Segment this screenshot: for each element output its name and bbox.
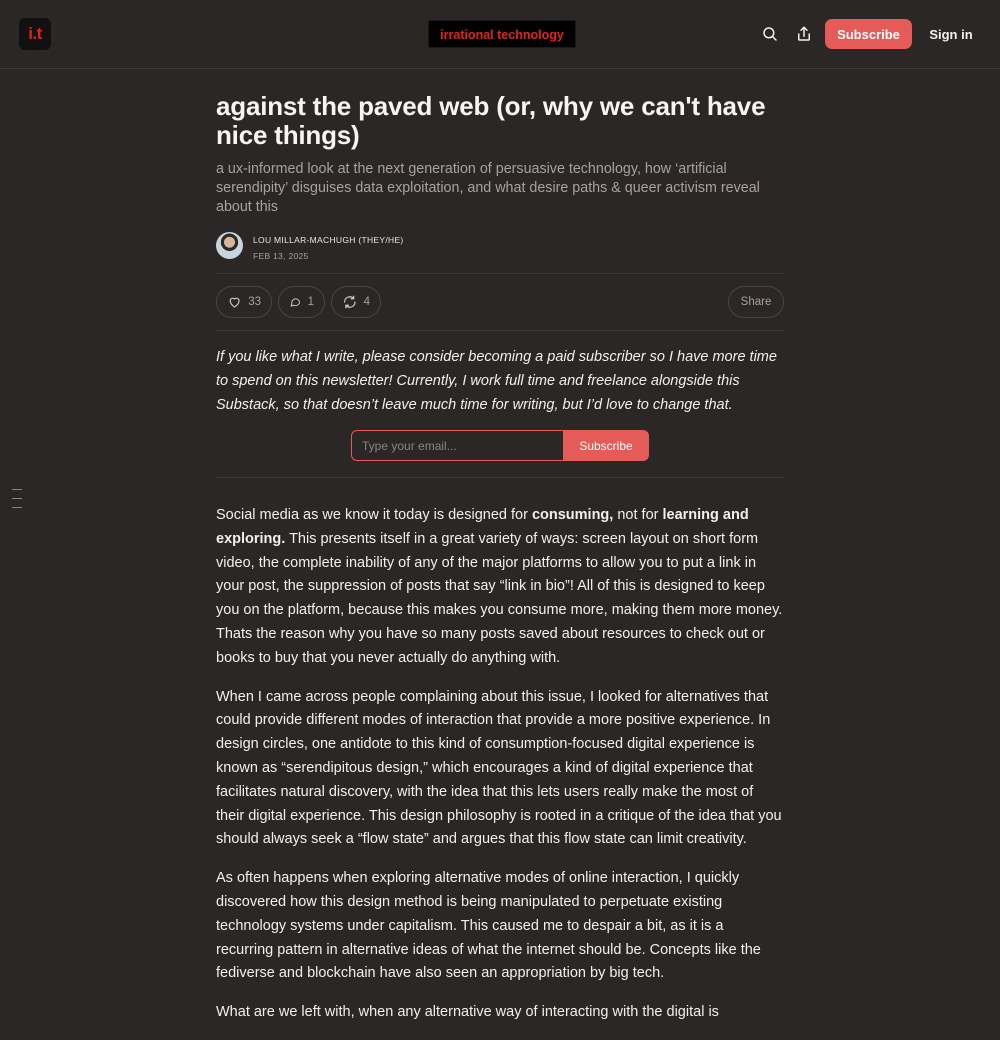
share-icon (795, 25, 813, 43)
bold-text: learning and exploring. (216, 507, 749, 547)
restack-icon (342, 294, 358, 310)
divider (216, 477, 784, 478)
table-of-contents-toggle[interactable] (12, 489, 22, 516)
body-text-span: Social media as we know it today is designed for (216, 507, 532, 523)
body-text-span: This presents itself in a great variety of ways: screen layout on short form video, the complete inability of any of the major platforms to allow you to put a link in your post, the suppression of posts that say “link in bio”! All of this is designed to keep you on the platform, because this makes you consume more, making them more money. Thats the reason why you have so many posts saved about resources to check out or books to buy that you never actually do anything with. (216, 530, 783, 666)
email-input[interactable] (351, 430, 563, 461)
share-label: Share (740, 296, 772, 308)
body-paragraph: What are we left with, when any alternative way of interacting with the digital is (216, 1004, 719, 1021)
share-page-button[interactable] (794, 24, 814, 44)
email-signup-form (216, 420, 784, 477)
like-count: 33 (248, 296, 261, 308)
toc-line (12, 507, 22, 508)
author-avatar[interactable] (216, 232, 243, 259)
author-name[interactable]: LOU MILLAR-MACHUGH (THEY/HE) (253, 235, 404, 245)
sign-in-button[interactable]: Sign in (922, 19, 980, 49)
like-button[interactable] (216, 286, 272, 318)
body-paragraph: When I came across people complaining about this issue, I looked for alternatives that could provide different modes of interaction that provide a more positive experience. In design circles, one antidote to this kind of consumption-focused digital experience is known as “serendipitous design,” which encourages a kind of digital experience that facilitates natural discovery, with the idea that this lets users really make the most of their digital experience. This design philosophy is rooted in a critique of the idea that you should always seek a “flow state” and argues that this flow state can limit creativity. (216, 688, 782, 848)
search-icon (761, 25, 779, 43)
byline (216, 232, 784, 262)
post-article (216, 92, 784, 1040)
subscribe-button[interactable]: Subscribe (825, 19, 912, 49)
toc-line (12, 498, 22, 499)
search-button[interactable] (760, 24, 780, 44)
comment-button[interactable] (278, 286, 325, 318)
post-date: FEB 13, 2025 (253, 251, 309, 261)
toc-line (12, 489, 22, 490)
share-button[interactable] (728, 286, 784, 318)
post-title: against the paved web (or, why we can't have nice things) (216, 91, 766, 150)
comment-icon (289, 294, 302, 310)
post-actions (216, 274, 784, 330)
post-body (216, 504, 784, 1025)
heart-icon (227, 294, 242, 310)
publication-wordmark[interactable]: irrational technology (428, 20, 576, 48)
comment-count: 1 (307, 296, 314, 308)
subscription-note: If you like what I write, please consider becoming a paid subscriber so I have more time to spend on this newsletter! Currently, I work full time and freelance alongside this Substack, so that doesn’t leave much time for writing, but I’d love to change that. (216, 349, 777, 413)
post-subtitle: a ux-informed look at the next generation of persuasive technology, how ‘artificial serendipity’ disguises data exploitation, and what desire paths & queer activism reveal about this (216, 161, 760, 215)
top-navigation-bar (0, 0, 1000, 69)
email-subscribe-button[interactable]: Subscribe (563, 430, 649, 461)
bold-text: consuming, (531, 507, 614, 523)
body-paragraph: As often happens when exploring alternative modes of online interaction, I quickly discovered how this design method is being manipulated to perpetuate existing technology systems under capitalism. This caused me to despair a bit, as it is a recurring pattern in alternative ideas of what the internet should be. Concepts like the fediverse and blockchain have also seen an appropriation by big tech. (216, 870, 761, 982)
body-text-span: not for (613, 507, 663, 523)
restack-count: 4 (363, 296, 370, 308)
divider (216, 330, 784, 331)
restack-button[interactable] (331, 286, 381, 318)
publication-logo[interactable]: i.t (19, 18, 51, 50)
body-paragraph (216, 504, 784, 671)
